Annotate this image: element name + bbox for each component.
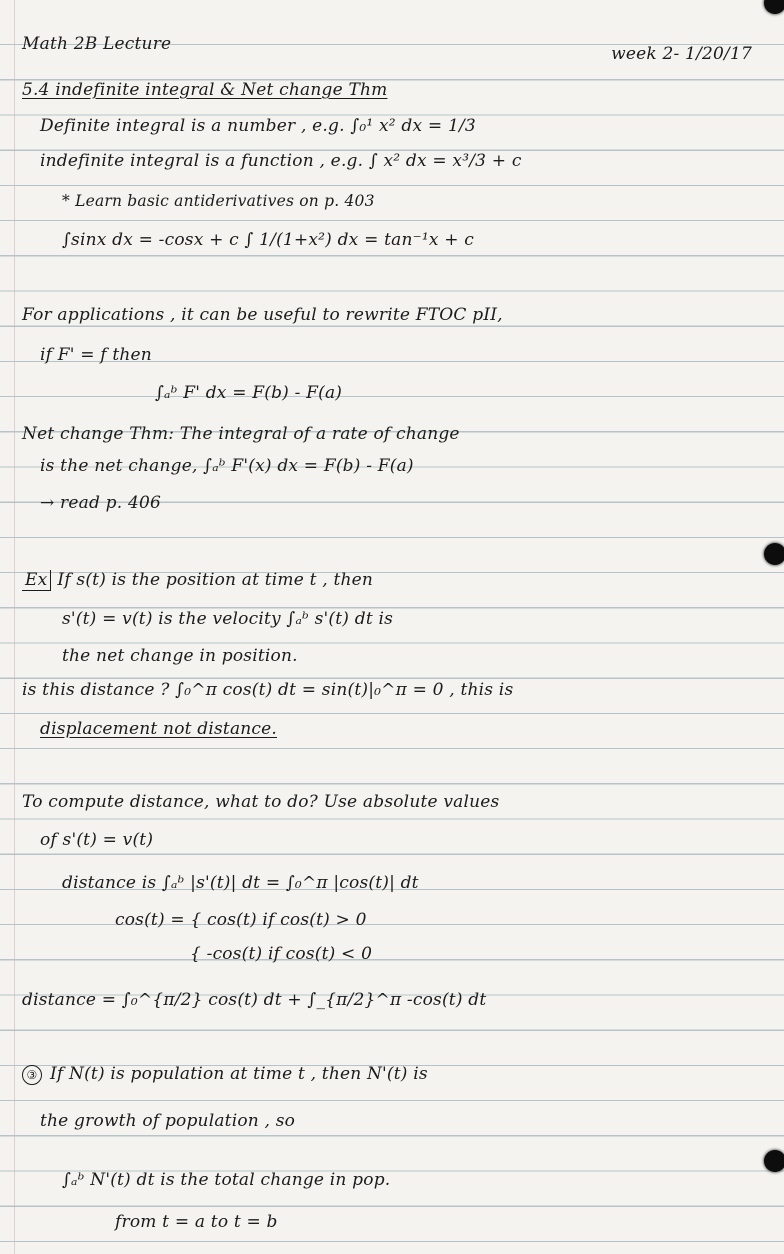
note-line: s'(t) = v(t) is the velocity ∫ₐᵇ s'(t) dt is	[62, 609, 394, 629]
note-line: from t = a to t = b	[115, 1212, 278, 1232]
note-line: the growth of population , so	[40, 1111, 296, 1131]
note-line: ∫ₐᵇ N'(t) dt is the total change in pop.	[62, 1170, 391, 1190]
note-line: of s'(t) = v(t)	[40, 830, 154, 850]
margin-rule	[14, 0, 15, 1254]
formula-line: { -cos(t) if cos(t) < 0	[190, 944, 373, 964]
note-line: is the net change, ∫ₐᵇ F'(x) dx = F(b) - F(a)	[40, 456, 414, 476]
example-text: If s(t) is the position at time t , then	[57, 570, 374, 590]
note-line: Definite integral is a number , e.g. ∫₀¹ x² dx = 1/3	[40, 116, 476, 136]
example-line	[22, 570, 776, 591]
binder-hole	[764, 0, 784, 14]
binder-hole	[764, 1150, 784, 1172]
header-title: Math 2B Lecture	[22, 34, 172, 54]
note-line: For applications , it can be useful to rewrite FTOC pII,	[22, 305, 503, 325]
note-line: if F' = f then	[40, 345, 152, 365]
note-line: displacement not distance.	[40, 719, 278, 739]
item-text: If N(t) is population at time t , then N'(t) is	[50, 1064, 428, 1084]
note-line: the net change in position.	[62, 646, 298, 666]
formula-line: ∫ₐᵇ F' dx = F(b) - F(a)	[155, 383, 343, 403]
binder-hole	[764, 543, 784, 565]
note-line: is this distance ? ∫₀^π cos(t) dt = sin(t)|₀^π = 0 , this is	[22, 680, 514, 700]
note-line: * Learn basic antiderivatives on p. 403	[62, 192, 375, 210]
note-line: indefinite integral is a function , e.g. ∫ x² dx = x³/3 + c	[40, 151, 522, 171]
note-line: ∫sinx dx = -cosx + c ∫ 1/(1+x²) dx = tan⁻¹x + c	[62, 230, 474, 250]
theorem-line: Net change Thm: The integral of a rate of change	[22, 424, 460, 444]
formula-line: cos(t) = { cos(t) if cos(t) > 0	[115, 910, 367, 930]
note-line: → read p. 406	[40, 493, 161, 513]
formula-line: distance is ∫ₐᵇ |s'(t)| dt = ∫₀^π |cos(t)| dt	[62, 873, 419, 893]
item-number: ③	[22, 1065, 42, 1085]
note-line: To compute distance, what to do? Use absolute values	[22, 792, 500, 812]
example-label: Ex	[22, 570, 51, 591]
section-title: 5.4 indefinite integral & Net change Thm	[22, 80, 388, 100]
formula-line: distance = ∫₀^{π/2} cos(t) dt + ∫_{π/2}^π -cos(t) dt	[22, 990, 487, 1010]
note-line	[22, 1064, 776, 1085]
header-date: week 2- 1/20/17	[611, 44, 752, 64]
